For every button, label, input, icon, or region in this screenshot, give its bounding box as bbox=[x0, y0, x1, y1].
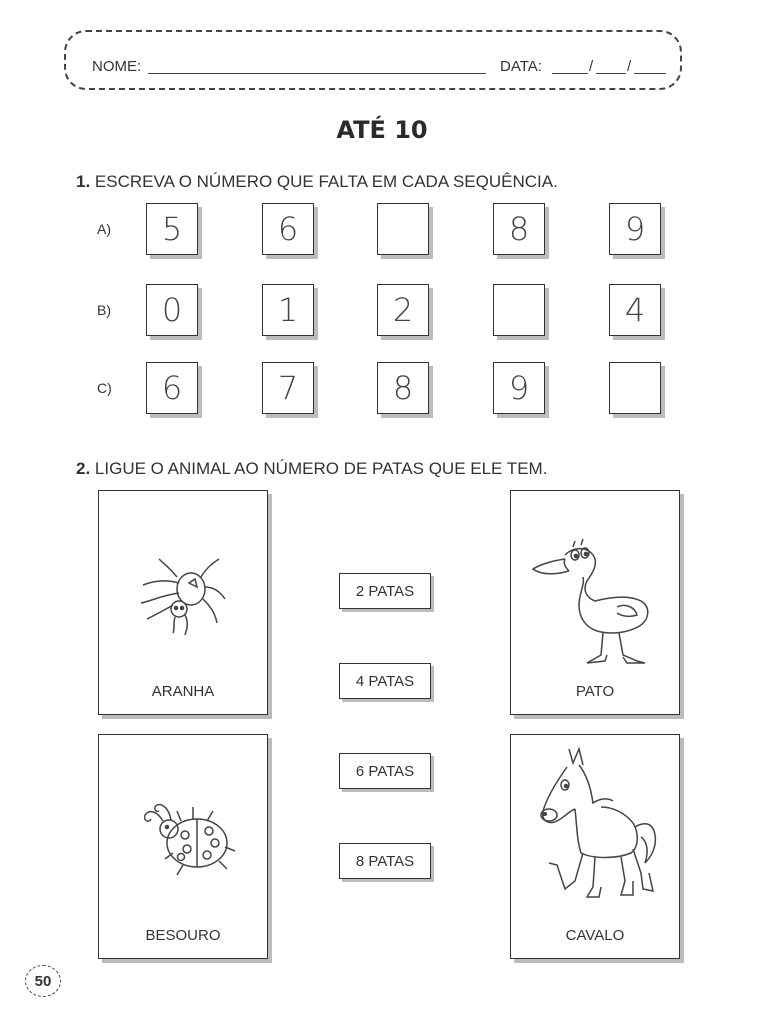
date-year-field[interactable] bbox=[634, 73, 666, 74]
legs-option[interactable]: 8 PATAS bbox=[339, 843, 431, 879]
name-field[interactable] bbox=[148, 73, 486, 74]
question-text: LIGUE O ANIMAL AO NÚMERO DE PATAS QUE ELE TEM. bbox=[94, 459, 548, 478]
number-box: 8 bbox=[377, 362, 429, 414]
animal-card-horse[interactable] bbox=[510, 734, 680, 959]
header-box bbox=[64, 30, 682, 90]
number-box: 6 bbox=[262, 203, 314, 255]
number-box: 9 bbox=[609, 203, 661, 255]
page-title: ATÉ 10 bbox=[336, 116, 428, 144]
question-1 bbox=[76, 172, 558, 192]
question-number: 1. bbox=[76, 172, 91, 191]
date-separator: / bbox=[589, 58, 594, 75]
answer-box[interactable] bbox=[377, 203, 429, 255]
animal-name: ARANHA bbox=[151, 683, 215, 700]
page-number: 50 bbox=[25, 965, 61, 997]
row-label-a: A) bbox=[97, 221, 111, 237]
animal-card-duck[interactable] bbox=[510, 490, 680, 715]
beetle-illustration bbox=[133, 793, 243, 883]
number-box: 5 bbox=[146, 203, 198, 255]
answer-box[interactable] bbox=[493, 284, 545, 336]
answer-box[interactable] bbox=[609, 362, 661, 414]
question-text: ESCREVA O NÚMERO QUE FALTA EM CADA SEQUÊNCIA. bbox=[94, 172, 558, 191]
animal-card-beetle[interactable] bbox=[98, 734, 268, 959]
question-number: 2. bbox=[76, 459, 91, 478]
date-label: DATA: bbox=[500, 58, 542, 75]
row-label-c: C) bbox=[97, 380, 112, 396]
animal-card-spider[interactable] bbox=[98, 490, 268, 715]
duck-illustration bbox=[525, 537, 665, 677]
name-label: NOME: bbox=[92, 58, 142, 75]
number-box: 9 bbox=[493, 362, 545, 414]
number-box: 6 bbox=[146, 362, 198, 414]
animal-name: PATO bbox=[575, 683, 615, 700]
number-box: 8 bbox=[493, 203, 545, 255]
animal-name: BESOURO bbox=[145, 927, 221, 944]
row-label-b: B) bbox=[97, 302, 111, 318]
spider-illustration bbox=[133, 553, 233, 643]
date-separator: / bbox=[627, 58, 632, 75]
number-box: 1 bbox=[262, 284, 314, 336]
legs-option[interactable]: 2 PATAS bbox=[339, 573, 431, 609]
animal-name: CAVALO bbox=[565, 927, 625, 944]
horse-illustration bbox=[521, 741, 671, 911]
legs-option[interactable]: 4 PATAS bbox=[339, 663, 431, 699]
question-2 bbox=[76, 459, 547, 479]
number-box: 7 bbox=[262, 362, 314, 414]
number-box: 2 bbox=[377, 284, 429, 336]
legs-option[interactable]: 6 PATAS bbox=[339, 753, 431, 789]
date-day-field[interactable] bbox=[552, 73, 588, 74]
date-month-field[interactable] bbox=[596, 73, 626, 74]
number-box: 4 bbox=[609, 284, 661, 336]
number-box: 0 bbox=[146, 284, 198, 336]
